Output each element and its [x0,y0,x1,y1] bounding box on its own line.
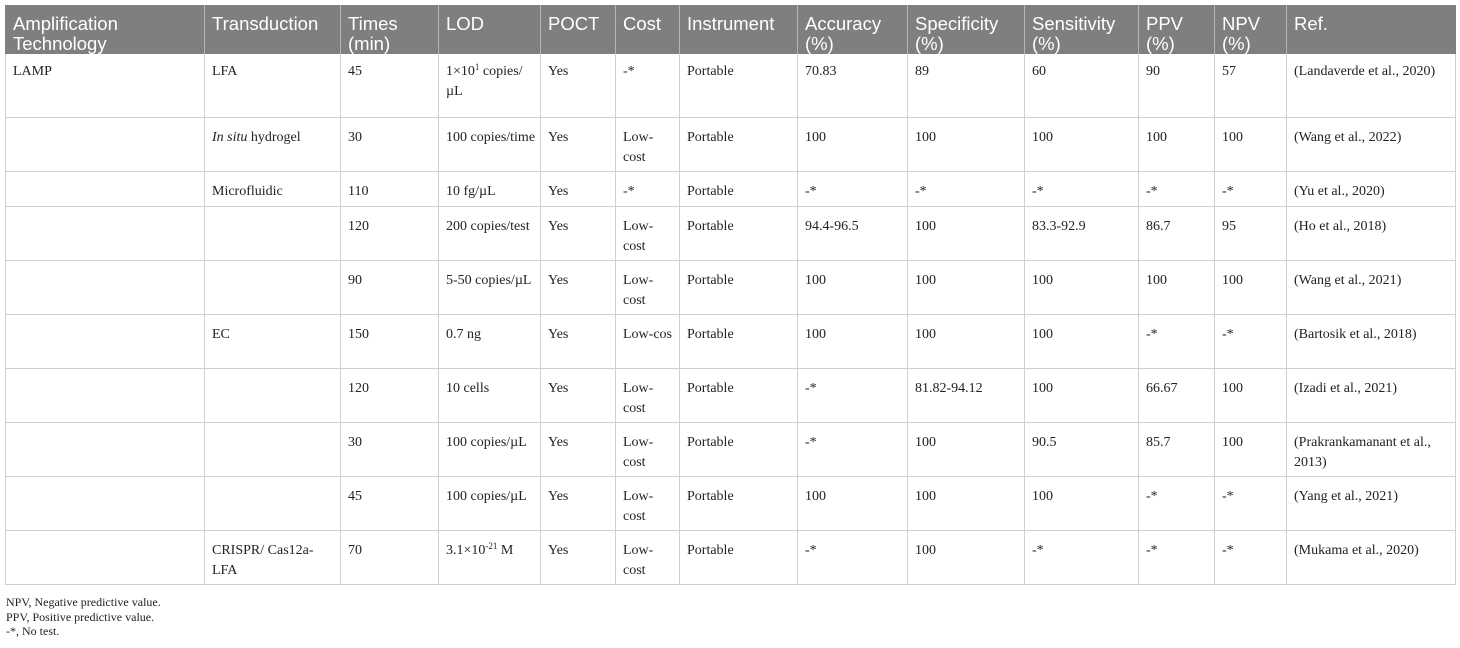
cell-transduction [205,314,341,368]
cell-npv: 100 [1215,260,1287,314]
cell-transduction [205,54,341,117]
cell-ppv: 85.7 [1139,422,1215,476]
cell-instrument: Portable [680,314,798,368]
reference-link[interactable]: Wang et al., 2022 [1298,129,1397,145]
footnotes [6,595,161,639]
cell-ref[interactable]: (Prakrankamanant et al., 2013) [1287,422,1456,476]
reference-link[interactable]: Izadi et al., 2021 [1298,380,1393,396]
cell-lod [439,206,541,260]
cell-accuracy: 100 [798,260,908,314]
cell-amplification [6,314,205,368]
reference-link[interactable]: Mukama et al., 2020 [1298,542,1415,558]
cell-accuracy: -* [798,530,908,584]
transduction-italic: In situ [212,129,248,145]
table-row [6,476,1456,530]
transduction-text: EC [212,326,230,342]
cell-npv: 100 [1215,117,1287,171]
cell-cost: Low-cost [616,368,680,422]
col-header-times: Times (min) [341,5,439,54]
cell-cost: Low-cost [616,206,680,260]
col-header-ref: Ref. [1287,5,1456,54]
lod-value: 10 fg/µL [446,183,496,199]
cell-specificity: 100 [908,422,1025,476]
cell-accuracy: 94.4-96.5 [798,206,908,260]
table-row [6,54,1456,117]
col-header-cost: Cost [616,5,680,54]
cell-npv: -* [1215,171,1287,206]
cell-specificity: 100 [908,476,1025,530]
cell-specificity: 100 [908,530,1025,584]
cell-npv: 57 [1215,54,1287,117]
col-header-poct: POCT [541,5,616,54]
cell-time: 45 [341,54,439,117]
cell-cost: Low-cost [616,530,680,584]
lod-value: 3.1×10 [446,542,486,558]
cell-ppv: 100 [1139,260,1215,314]
cell-time: 120 [341,206,439,260]
cell-ppv: -* [1139,530,1215,584]
table-row [6,206,1456,260]
cell-lod [439,54,541,117]
cell-amplification [6,368,205,422]
table-row [6,117,1456,171]
cell-ref[interactable]: (Wang et al., 2021) [1287,260,1456,314]
cell-ppv: -* [1139,476,1215,530]
cell-sensitivity: 100 [1025,314,1139,368]
cell-amplification [6,117,205,171]
cell-time: 45 [341,476,439,530]
cell-transduction [205,171,341,206]
cell-cost: Low-cos [616,314,680,368]
cell-cost: -* [616,54,680,117]
col-header-sensitivity: Sensitivity (%) [1025,5,1139,54]
cell-poct: Yes [541,368,616,422]
cell-ref[interactable]: (Mukama et al., 2020) [1287,530,1456,584]
cell-amplification [6,476,205,530]
cell-accuracy: 100 [798,314,908,368]
cell-sensitivity: 60 [1025,54,1139,117]
cell-transduction [205,117,341,171]
reference-link[interactable]: Landaverde et al., 2020 [1298,64,1431,79]
cell-transduction [205,368,341,422]
cell-lod [439,314,541,368]
cell-instrument: Portable [680,54,798,117]
transduction-text: Microfluidic [212,183,283,199]
lod-value: 200 copies/test [446,218,530,234]
footnote: PPV, Positive predictive value. [6,609,155,624]
cell-ref[interactable]: (Ho et al., 2018) [1287,206,1456,260]
cell-sensitivity: 83.3-92.9 [1025,206,1139,260]
cell-accuracy: -* [798,422,908,476]
cell-poct: Yes [541,260,616,314]
cell-specificity: 81.82-94.12 [908,368,1025,422]
cell-specificity: -* [908,171,1025,206]
cell-lod [439,117,541,171]
table-row [6,368,1456,422]
cell-ref[interactable]: (Yu et al., 2020) [1287,171,1456,206]
lod-value: 5-50 copies/µL [446,272,532,288]
cell-ppv: 86.7 [1139,206,1215,260]
cell-time: 110 [341,171,439,206]
col-header-amplification: Amplification Technology [6,5,205,54]
transduction-text: hydrogel [247,129,301,145]
cell-time: 30 [341,422,439,476]
lod-exponent: -21 [485,540,498,551]
footnote: NPV, Negative predictive value. [6,595,161,609]
lod-unit: M [497,542,514,558]
cell-lod [439,422,541,476]
cell-poct: Yes [541,54,616,117]
cell-sensitivity: 100 [1025,368,1139,422]
table-row [6,422,1456,476]
cell-ppv: -* [1139,314,1215,368]
col-header-transduction: Transduction [205,5,341,54]
cell-poct: Yes [541,171,616,206]
cell-ref[interactable]: (Wang et al., 2022) [1287,117,1456,171]
cell-cost: Low-cost [616,476,680,530]
footnote: -*, No test. [6,624,60,638]
cell-amplification: LAMP [6,54,205,117]
cell-cost: Low-cost [616,117,680,171]
cell-ppv: 90 [1139,54,1215,117]
cell-specificity: 89 [908,54,1025,117]
cell-instrument: Portable [680,422,798,476]
cell-instrument: Portable [680,171,798,206]
cell-instrument: Portable [680,117,798,171]
cell-instrument: Portable [680,260,798,314]
cell-accuracy: 70.83 [798,54,908,117]
cell-transduction [205,530,341,584]
cell-transduction [205,260,341,314]
cell-amplification [6,260,205,314]
cell-specificity: 100 [908,117,1025,171]
cell-npv: -* [1215,476,1287,530]
cell-time: 30 [341,117,439,171]
results-table [5,5,1456,585]
col-header-lod: LOD [439,5,541,54]
lod-value: 100 copies/µL [446,488,527,504]
cell-lod [439,260,541,314]
cell-instrument: Portable [680,368,798,422]
reference-link[interactable]: Bartosik et al., 2018 [1298,326,1412,342]
transduction-text: LFA [212,64,238,79]
lod-value: 100 copies/time [446,129,536,145]
cell-npv: -* [1215,530,1287,584]
lod-value: 1×10 [446,64,475,79]
cell-sensitivity: 100 [1025,476,1139,530]
cell-npv: 95 [1215,206,1287,260]
cell-transduction [205,206,341,260]
cell-lod [439,368,541,422]
reference-link[interactable]: Ho et al., 2018 [1298,218,1382,234]
cell-ref[interactable]: (Landaverde et al., 2020) [1287,54,1456,117]
cell-ref[interactable]: (Bartosik et al., 2018) [1287,314,1456,368]
cell-accuracy: -* [798,368,908,422]
cell-npv: -* [1215,314,1287,368]
cell-amplification [6,422,205,476]
lod-value: 0.7 ng [446,326,481,342]
cell-npv: 100 [1215,368,1287,422]
cell-sensitivity: -* [1025,171,1139,206]
cell-sensitivity: 90.5 [1025,422,1139,476]
cell-specificity: 100 [908,314,1025,368]
lod-exponent: 1 [474,62,480,72]
cell-amplification [6,206,205,260]
cell-ref[interactable]: (Yang et al., 2021) [1287,476,1456,530]
cell-amplification [6,171,205,206]
col-header-npv: NPV (%) [1215,5,1287,54]
cell-accuracy: -* [798,171,908,206]
table-row [6,260,1456,314]
cell-poct: Yes [541,530,616,584]
cell-ppv: -* [1139,171,1215,206]
table-body [6,54,1456,584]
cell-specificity: 100 [908,206,1025,260]
cell-ppv: 66.67 [1139,368,1215,422]
reference-link[interactable]: Wang et al., 2021 [1298,272,1397,288]
lod-value: 100 copies/µL [446,434,527,450]
cell-amplification [6,530,205,584]
transduction-text: CRISPR/ Cas12a-LFA [212,542,314,578]
cell-transduction [205,422,341,476]
cell-sensitivity: 100 [1025,260,1139,314]
cell-specificity: 100 [908,260,1025,314]
reference-link[interactable]: Yang et al., 2021 [1298,488,1394,504]
cell-lod [439,530,541,584]
cell-poct: Yes [541,206,616,260]
header-row [6,5,1456,54]
cell-cost: -* [616,171,680,206]
cell-time: 90 [341,260,439,314]
reference-link[interactable]: Yu et al., 2020 [1298,183,1380,199]
cell-lod [439,171,541,206]
cell-sensitivity: -* [1025,530,1139,584]
cell-time: 150 [341,314,439,368]
cell-transduction [205,476,341,530]
cell-instrument: Portable [680,206,798,260]
cell-poct: Yes [541,117,616,171]
cell-time: 120 [341,368,439,422]
cell-ppv: 100 [1139,117,1215,171]
cell-ref[interactable]: (Izadi et al., 2021) [1287,368,1456,422]
table-row [6,171,1456,206]
cell-cost: Low-cost [616,422,680,476]
cell-sensitivity: 100 [1025,117,1139,171]
cell-poct: Yes [541,314,616,368]
col-header-ppv: PPV (%) [1139,5,1215,54]
cell-accuracy: 100 [798,476,908,530]
lod-unit: copies/µL [446,64,523,99]
cell-npv: 100 [1215,422,1287,476]
cell-accuracy: 100 [798,117,908,171]
cell-time: 70 [341,530,439,584]
cell-poct: Yes [541,476,616,530]
reference-link[interactable]: Prakrankamanant et al., 2013 [1294,434,1431,470]
cell-lod [439,476,541,530]
cell-cost: Low-cost [616,260,680,314]
cell-poct: Yes [541,422,616,476]
table-row [6,530,1456,584]
table-row [6,314,1456,368]
lod-value: 10 cells [446,380,490,396]
col-header-instrument: Instrument [680,5,798,54]
cell-instrument: Portable [680,530,798,584]
cell-instrument: Portable [680,476,798,530]
col-header-accuracy: Accuracy (%) [798,5,908,54]
col-header-specificity: Specificity (%) [908,5,1025,54]
